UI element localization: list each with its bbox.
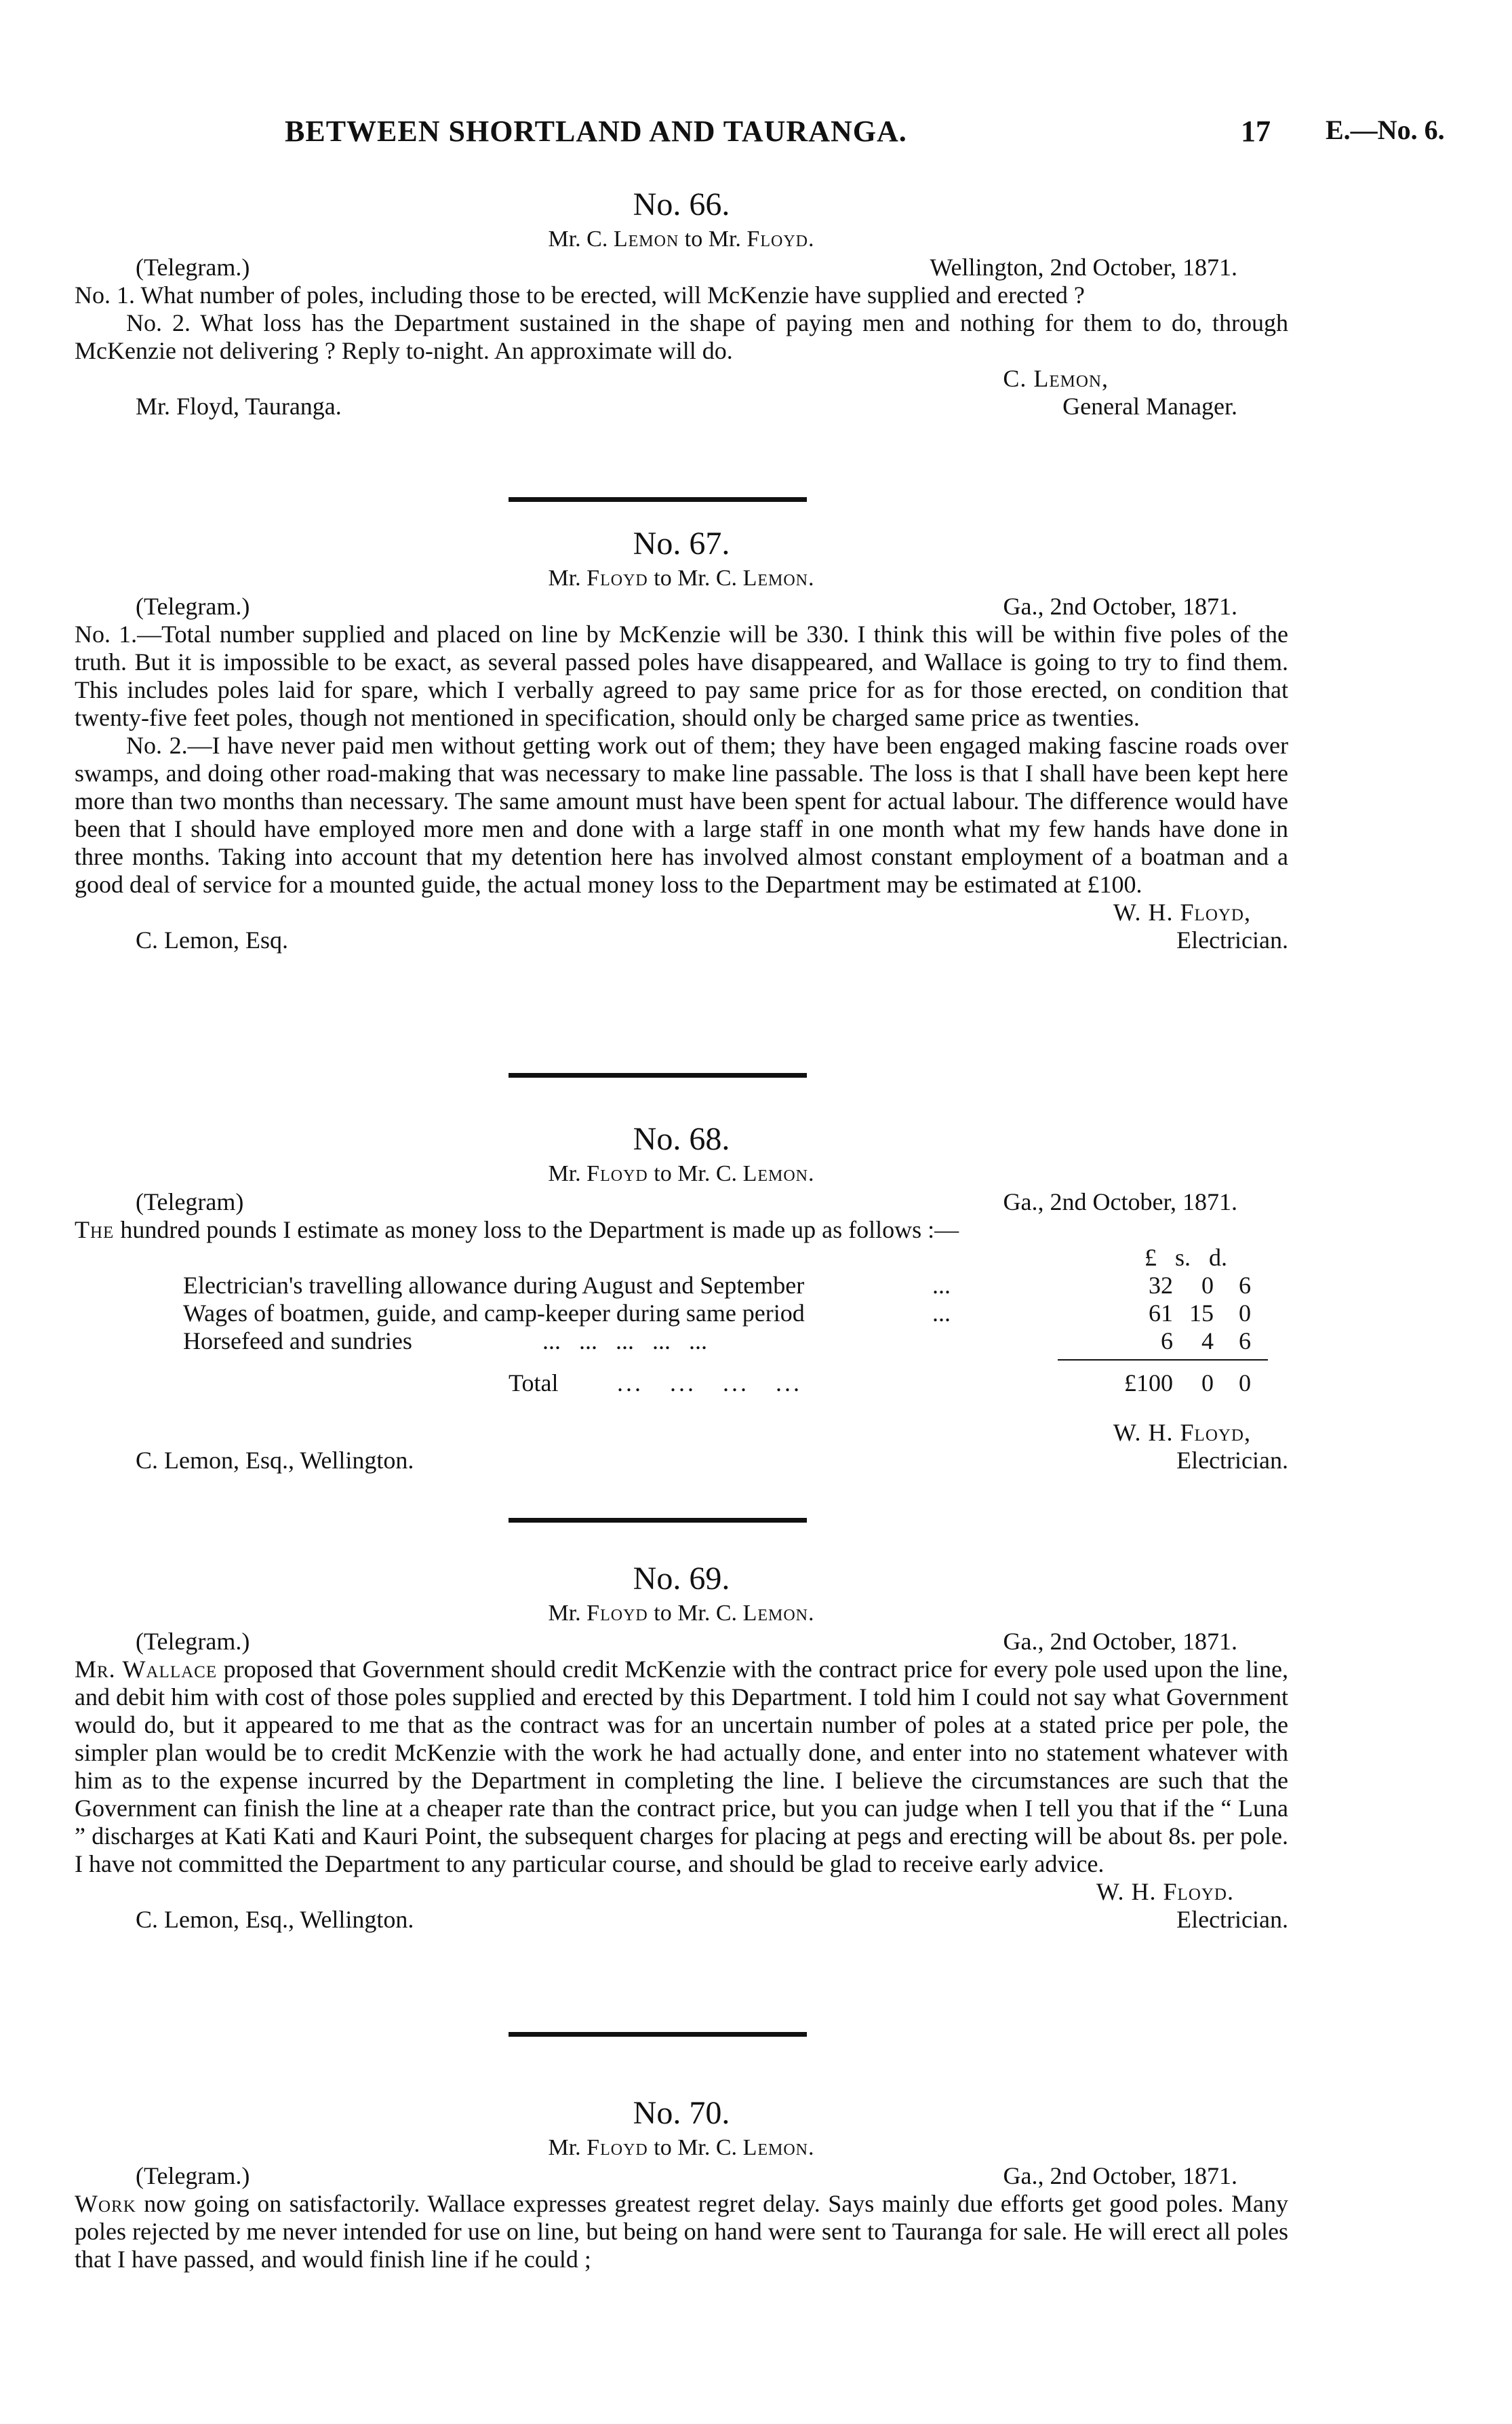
signature-title: Electrician.	[1176, 1447, 1288, 1474]
signature-block	[75, 365, 1288, 421]
addressee: Mr. Floyd, Tauranga.	[136, 393, 342, 420]
total-pounds: £100	[1124, 1369, 1173, 1396]
intro-line: The hundred pounds I estimate as money loss to the Department is made up as follows :—	[75, 1216, 959, 1243]
amount-shillings: 4	[1201, 1327, 1214, 1354]
section-divider	[509, 497, 807, 502]
total-shillings: 0	[1201, 1369, 1214, 1396]
amount-shillings: 0	[1201, 1272, 1214, 1299]
signature-name: C. Lemon,	[1003, 365, 1109, 392]
telegram-label: (Telegram)	[136, 1188, 244, 1215]
telegram-label: (Telegram.)	[136, 1628, 250, 1655]
body-paragraph: No. 2. What loss has the Department sustained in the shape of paying men and nothing for them to do, through McKenzie not delivering ? Reply to-night. An approximate will do.	[75, 309, 1288, 364]
telegram-line	[75, 593, 1288, 621]
leader-dots: ... ... ... ... ...	[542, 1327, 707, 1354]
section-heading: Mr. Floyd to Mr. C. Lemon.	[548, 2135, 815, 2160]
telegram-line	[75, 1628, 1288, 1656]
telegram-label: (Telegram.)	[136, 2162, 250, 2189]
section-divider	[509, 1518, 807, 1523]
body-paragraph: Work now going on satisfactorily. Wallace expresses greatest regret delay. Says mainly due efforts get good poles. Many poles rejected by me never intended for use on line, but being on hand were sent to Tauranga for sale. He will erect all poles that I have passed, and would finish line if he could ;	[75, 2190, 1289, 2273]
total-pence: 0	[1239, 1369, 1251, 1396]
section-heading: Mr. Floyd to Mr. C. Lemon.	[548, 1161, 815, 1186]
signature-block	[75, 1878, 1288, 1934]
amount-shillings: 15	[1189, 1299, 1214, 1327]
signature-name: W. H. Floyd,	[1113, 1419, 1251, 1446]
section-number: No. 67.	[633, 526, 730, 562]
section-number: No. 68.	[633, 1121, 730, 1157]
signature-block	[75, 899, 1288, 954]
account-table	[75, 1244, 1288, 1400]
telegram-label: (Telegram.)	[136, 254, 250, 281]
section-number: No. 66.	[633, 187, 730, 222]
amount-pounds: 32	[1149, 1272, 1173, 1299]
place-date: Ga., 2nd October, 1871.	[1003, 1628, 1237, 1655]
addressee: C. Lemon, Esq., Wellington.	[136, 1906, 414, 1933]
amount-pounds: 61	[1149, 1299, 1173, 1327]
amount-pounds: 6	[1161, 1327, 1173, 1354]
section-heading: Mr. C. Lemon to Mr. Floyd.	[548, 227, 815, 252]
leader-dots: ...	[932, 1299, 951, 1327]
body-paragraph: No. 1.—Total number supplied and placed on line by McKenzie will be 330. I think this will be within five poles of the truth. But it is impossible to be exact, as several passed poles have disappeared, and Wallace is going to try to find them. This includes poles laid for spare, which I verbally agreed to pay same price for as for those erected, on condition that twenty-five feet poles, though not mentioned in specification, should only be charged same price as twenties.	[75, 621, 1288, 731]
amount-pence: 6	[1239, 1272, 1251, 1299]
section-no-68	[75, 1119, 1288, 1474]
account-item-label: Wages of boatmen, guide, and camp-keeper during same period	[183, 1299, 805, 1327]
section-no-67	[75, 524, 1288, 954]
leader-dots: ... ... ... ...	[617, 1369, 802, 1396]
section-divider	[509, 2032, 807, 2037]
section-no-66	[75, 184, 1288, 421]
addressee: C. Lemon, Esq.	[136, 926, 288, 954]
account-item-label: Electrician's travelling allowance during August and September	[183, 1272, 805, 1299]
currency-header: £ s. d.	[1144, 1244, 1227, 1271]
section-heading: Mr. Floyd to Mr. C. Lemon.	[548, 1601, 815, 1626]
amount-pence: 6	[1239, 1327, 1251, 1354]
leader-dots: ...	[932, 1272, 951, 1299]
document-reference: E.—No. 6.	[1326, 115, 1445, 145]
body-paragraph: No. 2.—I have never paid men without getting work out of them; they have been engaged making fascine roads over swamps, and doing other road-making that was necessary to make line passable. The loss is that I shall have been kept here more than two months than necessary. The same amount must have been spent for actual labour. The difference would have been that I should have employed more men and done with a large staff in one month what my few hands have done in three months. Taking into account that my detention here has involved almost constant employment of a boatman and a good deal of service for a mounted guide, the actual money loss to the Department may be estimated at £100.	[75, 732, 1288, 898]
telegram-line	[75, 1188, 1288, 1216]
signature-name: W. H. Floyd,	[1113, 899, 1251, 926]
section-number: No. 69.	[633, 1561, 730, 1597]
signature-title: General Manager.	[1062, 393, 1237, 420]
place-date: Wellington, 2nd October, 1871.	[930, 254, 1237, 281]
addressee: C. Lemon, Esq., Wellington.	[136, 1447, 414, 1474]
telegram-line	[75, 254, 1288, 281]
signature-block	[75, 1419, 1288, 1474]
signature-name: W. H. Floyd.	[1096, 1878, 1234, 1905]
running-head	[75, 114, 1445, 155]
section-no-70	[75, 2093, 1288, 2273]
section-heading: Mr. Floyd to Mr. C. Lemon.	[548, 566, 815, 591]
section-number: No. 70.	[633, 2095, 730, 2131]
place-date: Ga., 2nd October, 1871.	[1003, 593, 1237, 620]
signature-title: Electrician.	[1176, 1906, 1288, 1933]
total-label: Total	[509, 1369, 559, 1396]
telegram-line	[75, 2162, 1288, 2190]
account-item-label: Horsefeed and sundries	[183, 1327, 412, 1354]
body-paragraph: No. 1. What number of poles, including those to be erected, will McKenzie have supplied and erected ?	[75, 281, 1085, 309]
page-number: 17	[1241, 115, 1271, 148]
place-date: Ga., 2nd October, 1871.	[1003, 1188, 1237, 1215]
place-date: Ga., 2nd October, 1871.	[1003, 2162, 1237, 2189]
body-paragraph: Mr. Wallace proposed that Government should credit McKenzie with the contract price for every pole used upon the line, and debit him with cost of those poles supplied and erected by this Department. I told him I could not say what Government would do, but it appeared to me that as the contract was for an uncertain number of poles at a stated price per pole, the simpler plan would be to credit McKenzie with the work he had actually done, and enter into no statement whatever with him as to the expense incurred by the Department in completing the line. I believe the circumstances are such that the Government can finish the line at a cheaper rate than the contract price, but you can judge when I tell you that if the “ Luna ” discharges at Kati Kati and Kauri Point, the subsequent charges for placing at pegs and erecting will be about 8s. per pole. I have not committed the Department to any particular course, and should be glad to receive early advice.	[75, 1656, 1289, 1877]
section-divider	[509, 1073, 807, 1078]
section-no-69	[75, 1559, 1288, 1934]
amount-pence: 0	[1239, 1299, 1251, 1327]
sum-rule	[1058, 1359, 1268, 1361]
running-head-title: BETWEEN SHORTLAND AND TAURANGA.	[285, 115, 907, 148]
telegram-label: (Telegram.)	[136, 593, 250, 620]
signature-title: Electrician.	[1176, 926, 1288, 954]
